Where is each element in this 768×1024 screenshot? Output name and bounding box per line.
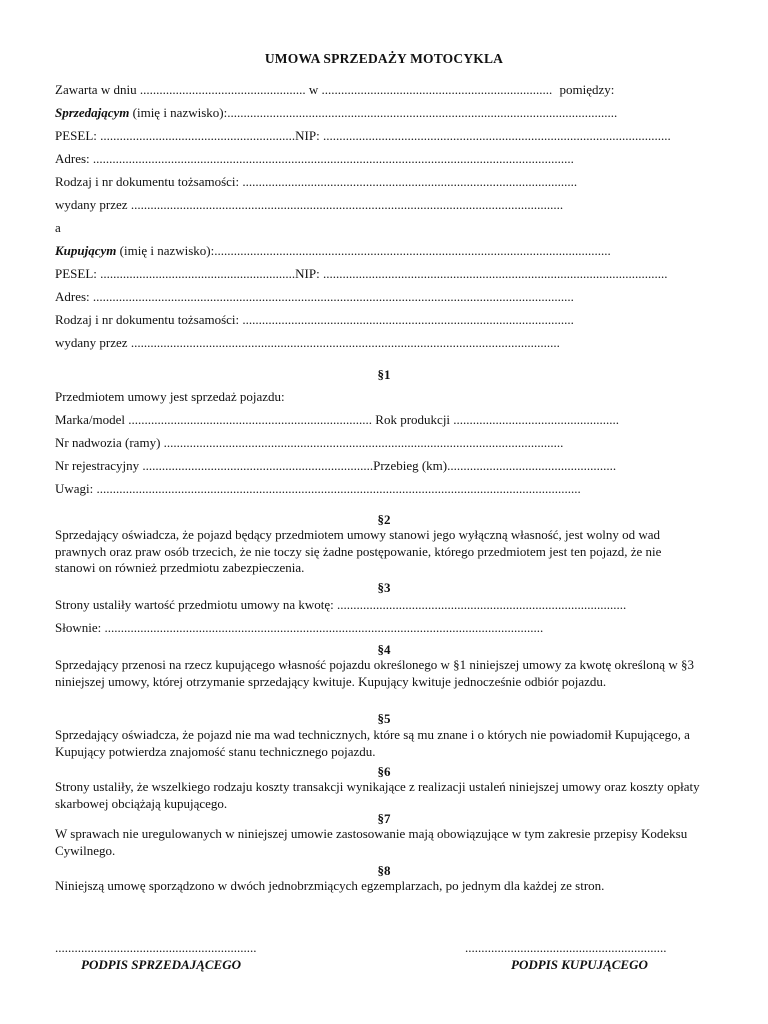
slownie-field[interactable]: ....................................................................................................................................... [104, 620, 544, 635]
seller-wydany-line [55, 196, 685, 214]
kwota-field[interactable]: ......................................................................................... [336, 597, 627, 612]
seller-doc-field[interactable]: ....................................................................................................... [242, 174, 578, 189]
seller-pesel-field[interactable]: ............................................................ [100, 128, 296, 143]
zawarta-label: Zawarta w dniu [55, 82, 137, 97]
seller-name-field[interactable]: ........................................................................................................................ [227, 105, 618, 120]
rok-field[interactable]: ................................................... [453, 412, 620, 427]
buyer-pesel-line [55, 265, 685, 283]
conjunction-a: a [55, 220, 61, 235]
section-4-heading: §4 [377, 642, 391, 657]
buyer-adres-field[interactable]: .................................................................................................................................................... [92, 289, 574, 304]
uwagi-label: Uwagi: [55, 481, 94, 496]
section-3-heading: §3 [377, 580, 391, 595]
document-title: UMOWA SPRZEDAŻY MOTOCYKLA [264, 51, 504, 66]
slownie-line [55, 619, 685, 637]
pomiedzy-label: pomiędzy: [559, 82, 615, 97]
seller-nip-label: NIP: [295, 128, 320, 143]
buyer-doc-field[interactable]: ...................................................................................................... [242, 312, 574, 327]
przebieg-label: Przebieg (km) [373, 458, 448, 473]
buyer-doc-label: Rodzaj i nr dokumentu tożsamości: [55, 312, 240, 327]
section-5-heading: §5 [377, 711, 391, 726]
seller-wydany-label: wydany przez [55, 197, 128, 212]
seller-doc-label: Rodzaj i nr dokumentu tożsamości: [55, 174, 240, 189]
place-field[interactable]: ....................................................................... [321, 82, 553, 97]
vehicle-rej-line [55, 457, 685, 475]
marka-field[interactable]: ........................................................................... [128, 412, 373, 427]
section-3-text: Strony ustaliły wartość przedmiotu umowy na kwotę: [55, 597, 334, 612]
nadwozie-field[interactable]: ........................................................................................................................... [163, 435, 564, 450]
buyer-nip-label: NIP: [295, 266, 320, 281]
section-8-text: Niniejszą umowę sporządzono w dwóch jednobrzmiących egzemplarzach, po jednym dla każdej ze stron. [55, 878, 605, 893]
rej-field[interactable]: ....................................................................... [142, 458, 374, 473]
section-4-text: Sprzedający przenosi na rzecz kupującego własność pojazdu określonego w §1 niniejszej umowy za kwotę określoną w §3 niniejszej umowy, której otrzymanie sprzedający kwituje. Kupujący kwituje jednocześnie odbiór pojazdu. [55, 657, 694, 689]
buyer-name-line [55, 242, 685, 260]
buyer-wydany-label: wydany przez [55, 335, 128, 350]
date-field[interactable]: ................................................... [139, 82, 306, 97]
section-1-heading: §1 [377, 367, 391, 382]
uwagi-field[interactable]: ..................................................................................................................................................... [96, 481, 581, 496]
seller-doc-line [55, 173, 685, 191]
rej-label: Nr rejestracyjny [55, 458, 140, 473]
seller-name-line [55, 104, 685, 122]
w-label: w [308, 82, 319, 97]
buyer-adres-label: Adres: [55, 289, 90, 304]
buyer-name-field[interactable]: .......................................................................................................................... [214, 243, 611, 258]
vehicle-nadwozie-line [55, 434, 685, 452]
buyer-wydany-line [55, 334, 685, 352]
buyer-name-hint: (imię i nazwisko): [119, 243, 215, 258]
seller-pesel-label: PESEL: [55, 128, 97, 143]
rok-label: Rok produkcji [375, 412, 451, 427]
section-5-text: Sprzedający oświadcza, że pojazd nie ma wad technicznych, które są mu znane i o których nie powiadomił Kupującego, a Kupujący potwierdza znajomość stanu technicznego pojazdu. [55, 727, 690, 759]
section-7-heading: §7 [377, 811, 391, 826]
seller-adres-line [55, 150, 685, 168]
slownie-label: Słownie: [55, 620, 102, 635]
marka-label: Marka/model [55, 412, 126, 427]
buyer-signature-label: PODPIS KUPUJĄCEGO [511, 957, 648, 972]
kwota-line [55, 596, 685, 614]
seller-pesel-line [55, 127, 685, 145]
seller-adres-label: Adres: [55, 151, 90, 166]
buyer-pesel-label: PESEL: [55, 266, 97, 281]
nadwozie-label: Nr nadwozia (ramy) [55, 435, 161, 450]
intro-line [55, 81, 685, 99]
section-7-text: W sprawach nie uregulowanych w niniejszej umowie zastosowanie mają obowiązujące w tym zakresie przepisy Kodeksu Cywilnego. [55, 826, 688, 858]
section-8-heading: §8 [377, 863, 391, 878]
section-6-text: Strony ustaliły, że wszelkiego rodzaju koszty transakcji wynikające z realizacji ustaleń niniejszej umowy oraz koszty opłaty skarbowej obciążają kupującego. [55, 779, 700, 811]
buyer-wydany-field[interactable]: .................................................................................................................................... [130, 335, 560, 350]
seller-adres-field[interactable]: .................................................................................................................................................... [92, 151, 574, 166]
seller-signature-field[interactable]: .............................................................. [55, 940, 257, 955]
seller-nip-field[interactable]: ........................................................................................................... [322, 128, 671, 143]
vehicle-marka-line [55, 411, 685, 429]
buyer-adres-line [55, 288, 685, 306]
section-1-text: Przedmiotem umowy jest sprzedaż pojazdu: [55, 389, 285, 404]
section-2-heading: §2 [377, 512, 391, 527]
seller-wydany-field[interactable]: ..................................................................................................................................... [130, 197, 564, 212]
seller-role: Sprzedającym [55, 105, 130, 120]
buyer-doc-line [55, 311, 685, 329]
buyer-signature-field[interactable]: .............................................................. [465, 940, 667, 955]
section-2-text: Sprzedający oświadcza, że pojazd będący przedmiotem umowy stanowi jego wyłączną własność, jest wolny od wad prawnych oraz praw osób trzecich, że nie toczy się żadne postępowanie, którego przedmiotem jest ten pojazd, że nie stanowi on również przedmiotu zabezpieczenia. [55, 527, 662, 575]
buyer-pesel-field[interactable]: ............................................................ [100, 266, 296, 281]
buyer-nip-field[interactable]: .......................................................................................................... [322, 266, 668, 281]
seller-signature-label: PODPIS SPRZEDAJĄCEGO [81, 957, 241, 972]
przebieg-field[interactable]: .................................................... [447, 458, 617, 473]
section-6-heading: §6 [377, 764, 391, 779]
buyer-role: Kupującym [55, 243, 117, 258]
seller-name-hint: (imię i nazwisko): [132, 105, 228, 120]
vehicle-uwagi-line [55, 480, 685, 498]
